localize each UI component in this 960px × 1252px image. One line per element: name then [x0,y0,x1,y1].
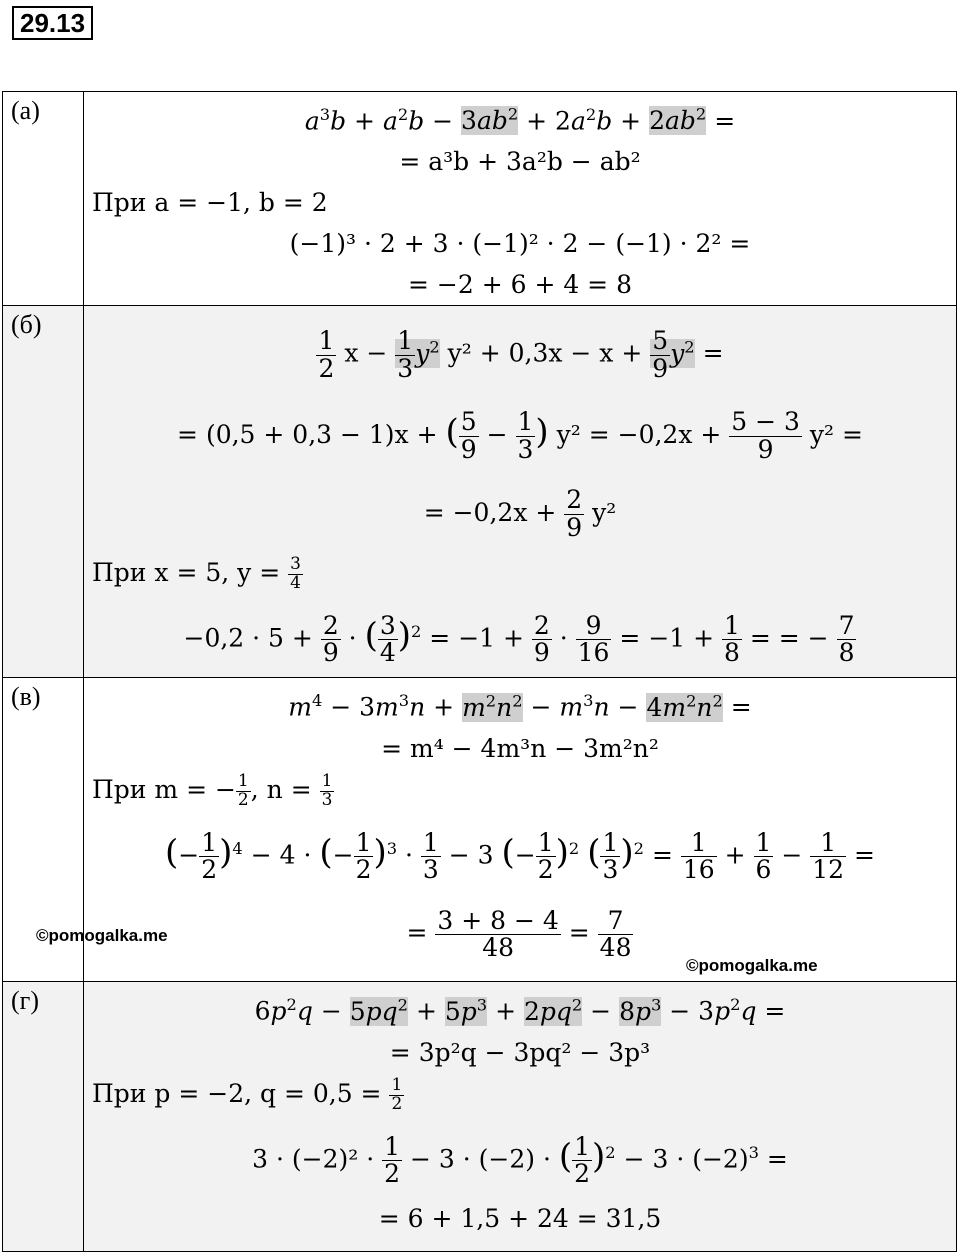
result-line: = $\frac{3 + 8 - 4}{48}$ = $\frac{7}{48}$ [406,905,632,962]
result-line: −0,2 · 5 + $\frac{2}{9}$ · ( $\frac{3}{4}$ )$^2$ = −1 + $\frac{2}{9}$ · $\frac{9}{16}$ = −1 + $\frac{1}{8}$ = = − $\frac{7}{8}$ [183,610,855,667]
row-b [3,306,957,678]
expression-line: $\frac{1}{2}$ x − $\frac{1}{3}$ $y^2$ y² + 0,3x − x + $\frac{5}{9}$ $y^2$ = [318,326,724,383]
solution-table [2,91,957,1252]
expression-line: 3 · (−2)² · $\frac{1}{2}$ − 3 · (−2) · ( $\frac{1}{2}$ )$^2 - 3 \cdot (-2)^3$ = [252,1131,788,1188]
result-line: = 6 + 1,5 + 24 = 31,5 [378,1203,662,1233]
row-a [3,92,957,306]
row-label: (г) [3,982,84,1252]
condition-line: При x = 5, y = $\frac{3}{4}$ [92,553,301,593]
row-label: (а) [3,92,84,306]
expression-line: = 3p²q − 3pq² − 3p³ [389,1037,651,1067]
condition-line: При a = −1, b = 2 [92,188,328,218]
expression-line: = −0,2x + $\frac{2}{9}$ y² [423,485,617,542]
watermark: ©pomogalka.me [686,956,818,975]
expression-line: = m⁴ − 4m³n − 3m²n² [381,733,659,763]
expression-line: $6p^2q - 5pq^2 + 5p^3 + 2pq^2 - 8p^3 - 3p^2q$ = [254,995,786,1026]
expression-line: (− $\frac{1}{2}$ )$^4$ − 4 · (− $\frac{1}{2}$ )$^3$ · $\frac{1}{3}$ − 3 (− $\frac{1}{2}$ )$^2$ ( $\frac{1}{3}$ )$^2$ = $\frac{1}{16}$ + $\frac{1}{6}$ − $\frac{1}{12}$ = [165,827,875,884]
expression-line: $a^3b + a^2b - 3ab^2 + 2a^2b + 2ab^2$ = [304,105,736,136]
problem-number: 29.13 [12,6,93,40]
watermark: ©pomogalka.me [36,926,168,945]
expression-line: (−1)³ · 2 + 3 · (−1)² · 2 − (−1) · 2² = [289,229,751,259]
expression-line: $m^4 - 3m^3n + m^2n^2 - m^3n - 4m^2n^2$ = [288,691,752,722]
expression-line: = (0,5 + 0,3 − 1)x + ( $\frac{5}{9}$ − $\frac{1}{3}$ ) y² = −0,2x + $\frac{5 - 3}{9}$ y² = [177,407,863,464]
expression-line: = a³b + 3a²b − ab² [399,147,641,177]
row-d [3,982,957,1252]
condition-line: При m = − $\frac{1}{2}$ , n = $\frac{1}{3}$ [92,770,333,810]
result-line: = −2 + 6 + 4 = 8 [408,270,632,300]
row-label: (б) [3,306,84,678]
condition-line: При p = −2, q = 0,5 = $\frac{1}{2}$ [92,1074,403,1114]
row-label: (в) [3,678,84,982]
